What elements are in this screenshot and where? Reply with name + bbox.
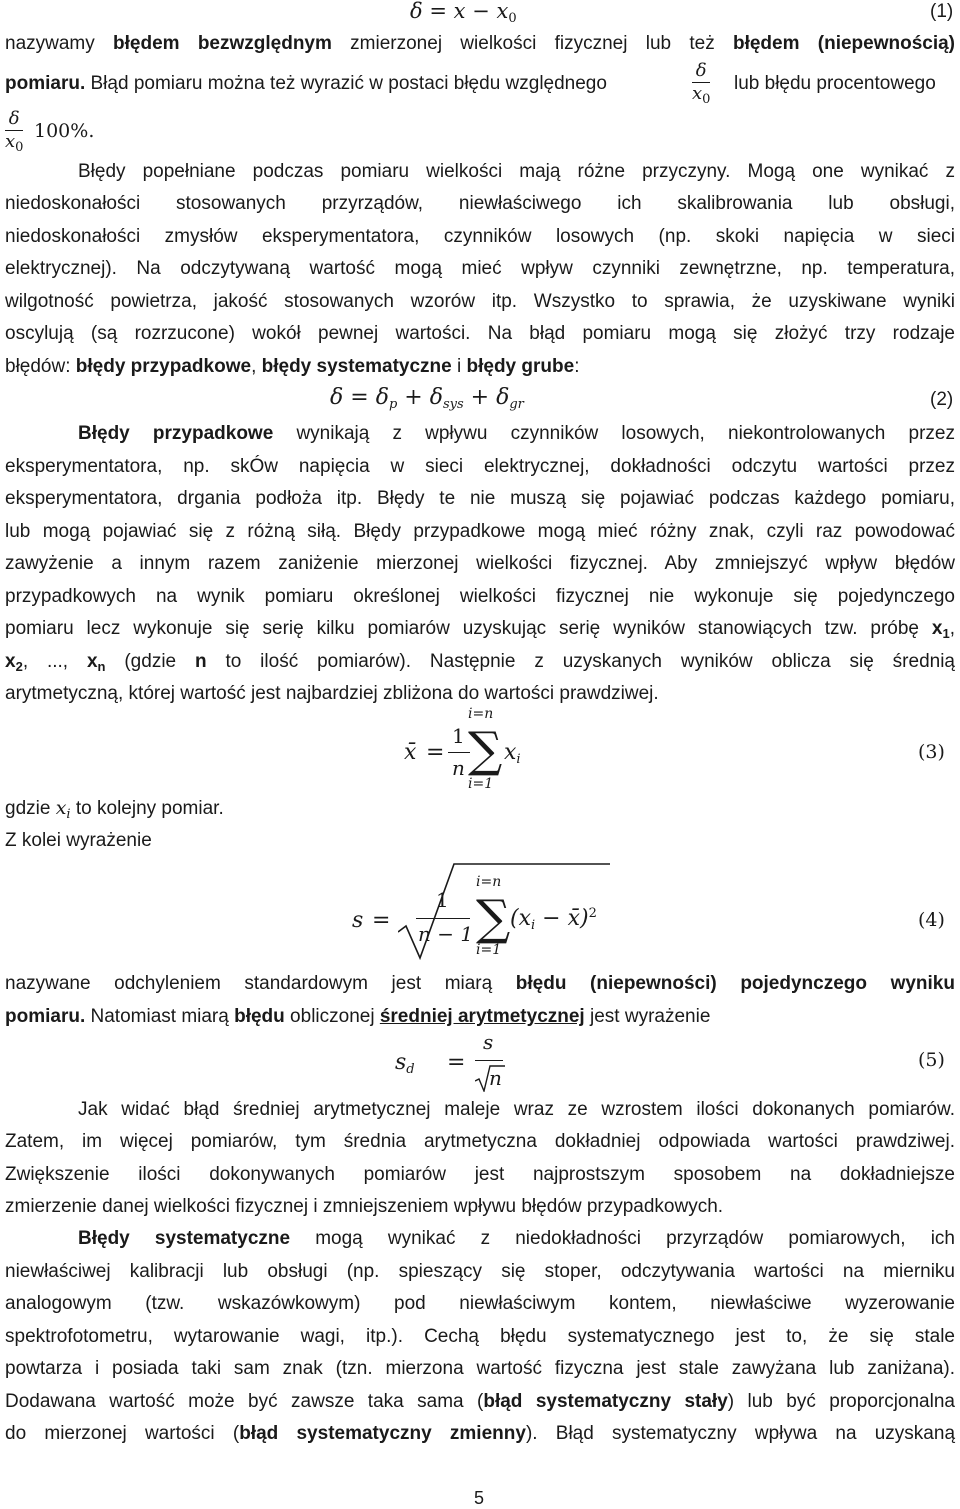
paragraph-6-line-2: Zatem, im więcej pomiarów, tym średnia arytmetyczna dokładniej odpowiada wartości prawdziwej.: [5, 1131, 955, 1152]
paragraph-3-line-7: pomiaru lecz wykonuje się serię kilku pomiarów uzyskując serię wyników stanowiących tzw. próbę $x_1$,: [5, 618, 955, 641]
paragraph-6-line-1: Jak widać błąd średniej arytmetycznej maleje wraz ze wzrostem ilości dokonanych pomiarów.: [78, 1099, 955, 1120]
percent-error-label: lub błędu procentowego: [734, 73, 936, 94]
equation-4-number: (4): [918, 909, 945, 931]
paragraph-5-line-1: nazywane odchyleniem standardowym jest miarą błędu (niepewności) pojedynczego wyniku: [5, 973, 955, 994]
paragraph-6-line-4: zmierzenie danej wielkości fizycznej i zmniejszeniem wpływu błędów przypadkowych.: [5, 1196, 724, 1217]
paragraph-3-line-8: $x_2$, ..., $x_n$ (gdzie n to ilość pomiarów). Następnie z uzyskanych wyników oblicza się średnią: [5, 651, 956, 674]
paragraph-7-line-3: analogowym (tzw. wskazówkowym) pod niewłaściwym kontem, niewłaściwe wyzerowanie: [5, 1293, 955, 1314]
paragraph-2-line-5: wilgotność powietrza, jakość stosowanych wzorów itp. Wszystko to sprawia, że uzyskiwane wyniki: [5, 291, 955, 312]
percent-error-fraction: δ $x_0$: [5, 108, 24, 155]
paragraph-3-line-6: przypadkowych na wynik pomiaru określonej wielkości fizycznej nie wykonuje się pojedynczego: [5, 586, 955, 607]
paragraph-3-line-5: zawyżenie a innym razem zaniżenie mierzonej wielkości fizycznej. Aby zmniejszyć wpływ błędów: [5, 553, 955, 574]
equation-1-number: (1): [930, 1, 954, 22]
equation-5: $s_d$ = s n: [395, 1030, 535, 1096]
paragraph-2-line-2: niedoskonałości stosowanych przyrządów, niewłaściwego ich skalibrowania lub obsługi,: [5, 193, 955, 214]
relative-error-fraction: δ $x_0$: [692, 60, 711, 107]
paragraph-5-line-2: pomiaru. Natomiast miarą błędu obliczonej średniej arytmetycznej jest wyrażenie: [5, 1006, 711, 1027]
equation-3-number: (3): [918, 741, 945, 763]
paragraph-1-line-1: nazywamy błędem bezwzględnym zmierzonej wielkości fizycznej lub też błędem (niepewnością): [5, 33, 956, 54]
paragraph-1-line-2: pomiaru. Błąd pomiaru można też wyrazić w postaci błędu względnego: [5, 73, 607, 94]
equation-4: s = 1 n − 1 i=n ∑ i=1 ($x_i$ − x̄)$^2$: [350, 860, 610, 965]
paragraph-3-line-1: Błędy przypadkowe wynikają z wpływu czynników losowych, niekontrolowanych przez: [78, 423, 955, 444]
paragraph-3-line-4: lub mogą pojawiać się z różną siłą. Błędy przypadkowe mogą mieć różny znak, czyli raz powodować: [5, 521, 955, 542]
paragraph-3-line-2: eksperymentatora, np. skÓw napięcia w sieci elektrycznej, dokładności odczytu wartości przez: [5, 456, 955, 477]
equation-1: $\delta = x - x_0$: [410, 0, 517, 26]
paragraph-7-line-4: spektrofotometru, wytarowanie wagi, itp.). Cechą błędu systematycznego jest to, że się stale: [5, 1326, 955, 1347]
page-number: 5: [474, 1488, 485, 1508]
paragraph-4-line-2: Z kolei wyrażenie: [5, 830, 152, 851]
paragraph-2-line-1: Błędy popełniane podczas pomiaru wielkości mają różne przyczyny. Mogą one wynikać z: [78, 161, 955, 182]
paragraph-7-line-6: Dodawana wartość może być zawsze taka sama (błąd systematyczny stały) lub być proporcjonalna: [5, 1391, 955, 1412]
equation-5-number: (5): [918, 1049, 945, 1071]
paragraph-7-line-2: niewłaściwej kalibracji lub obsługi (np. spieszący się stoper, odczytywania wartości na mierniku: [5, 1261, 955, 1282]
equation-2-number: (2): [930, 389, 954, 410]
equation-3: x̄ = 1 n i=n ∑ i=1 $x_i$: [404, 706, 521, 792]
paragraph-7-line-5: powtarza i posiada taki sam znak (tzn. mierzona wartość fizyczna jest stale zawyżana lub zaniżana).: [5, 1358, 955, 1379]
paragraph-3-line-9: arytmetyczną, której wartość jest najbardziej zbliżona do wartości prawdziwej.: [5, 683, 659, 704]
paragraph-6-line-3: Zwiększenie ilości dokonywanych pomiarów jest najprostszym sposobem na dokładniejsze: [5, 1164, 955, 1185]
paragraph-2-line-7: błędów: błędy przypadkowe, błędy systematyczne i błędy grube:: [5, 356, 580, 377]
paragraph-2-line-4: elektrycznej). Na odczytywaną wartość mogą mieć wpływ czynniki zewnętrzne, np. temperatura,: [5, 258, 955, 279]
paragraph-3-line-3: eksperymentatora, drgania podłoża itp. Błędy te nie muszą się pojawiać podczas każdego pomiaru,: [5, 488, 955, 509]
paragraph-2-line-6: oscylują (są rozrzucone) wokół pewnej wartości. Na błąd pomiaru mogą się złożyć trzy rodzaje: [5, 323, 955, 344]
equation-2: $\delta = \delta_p + \delta_{sys} + \delta_{gr}$: [330, 385, 524, 412]
paragraph-4-line-1: gdzie $x_i$ to kolejny pomiar.: [5, 797, 224, 822]
paragraph-7-line-1: Błędy systematyczne mogą wynikać z niedokładności przyrządów pomiarowych, ich: [78, 1228, 955, 1249]
percent-value: 100%.: [34, 120, 95, 142]
paragraph-2-line-3: niedoskonałości zmysłów eksperymentatora, czynników losowych (np. skoki napięcia w sieci: [5, 226, 955, 247]
paragraph-7-line-7: do mierzonej wartości (błąd systematyczny zmienny). Błąd systematyczny wpływa na uzyskaną: [5, 1423, 956, 1444]
